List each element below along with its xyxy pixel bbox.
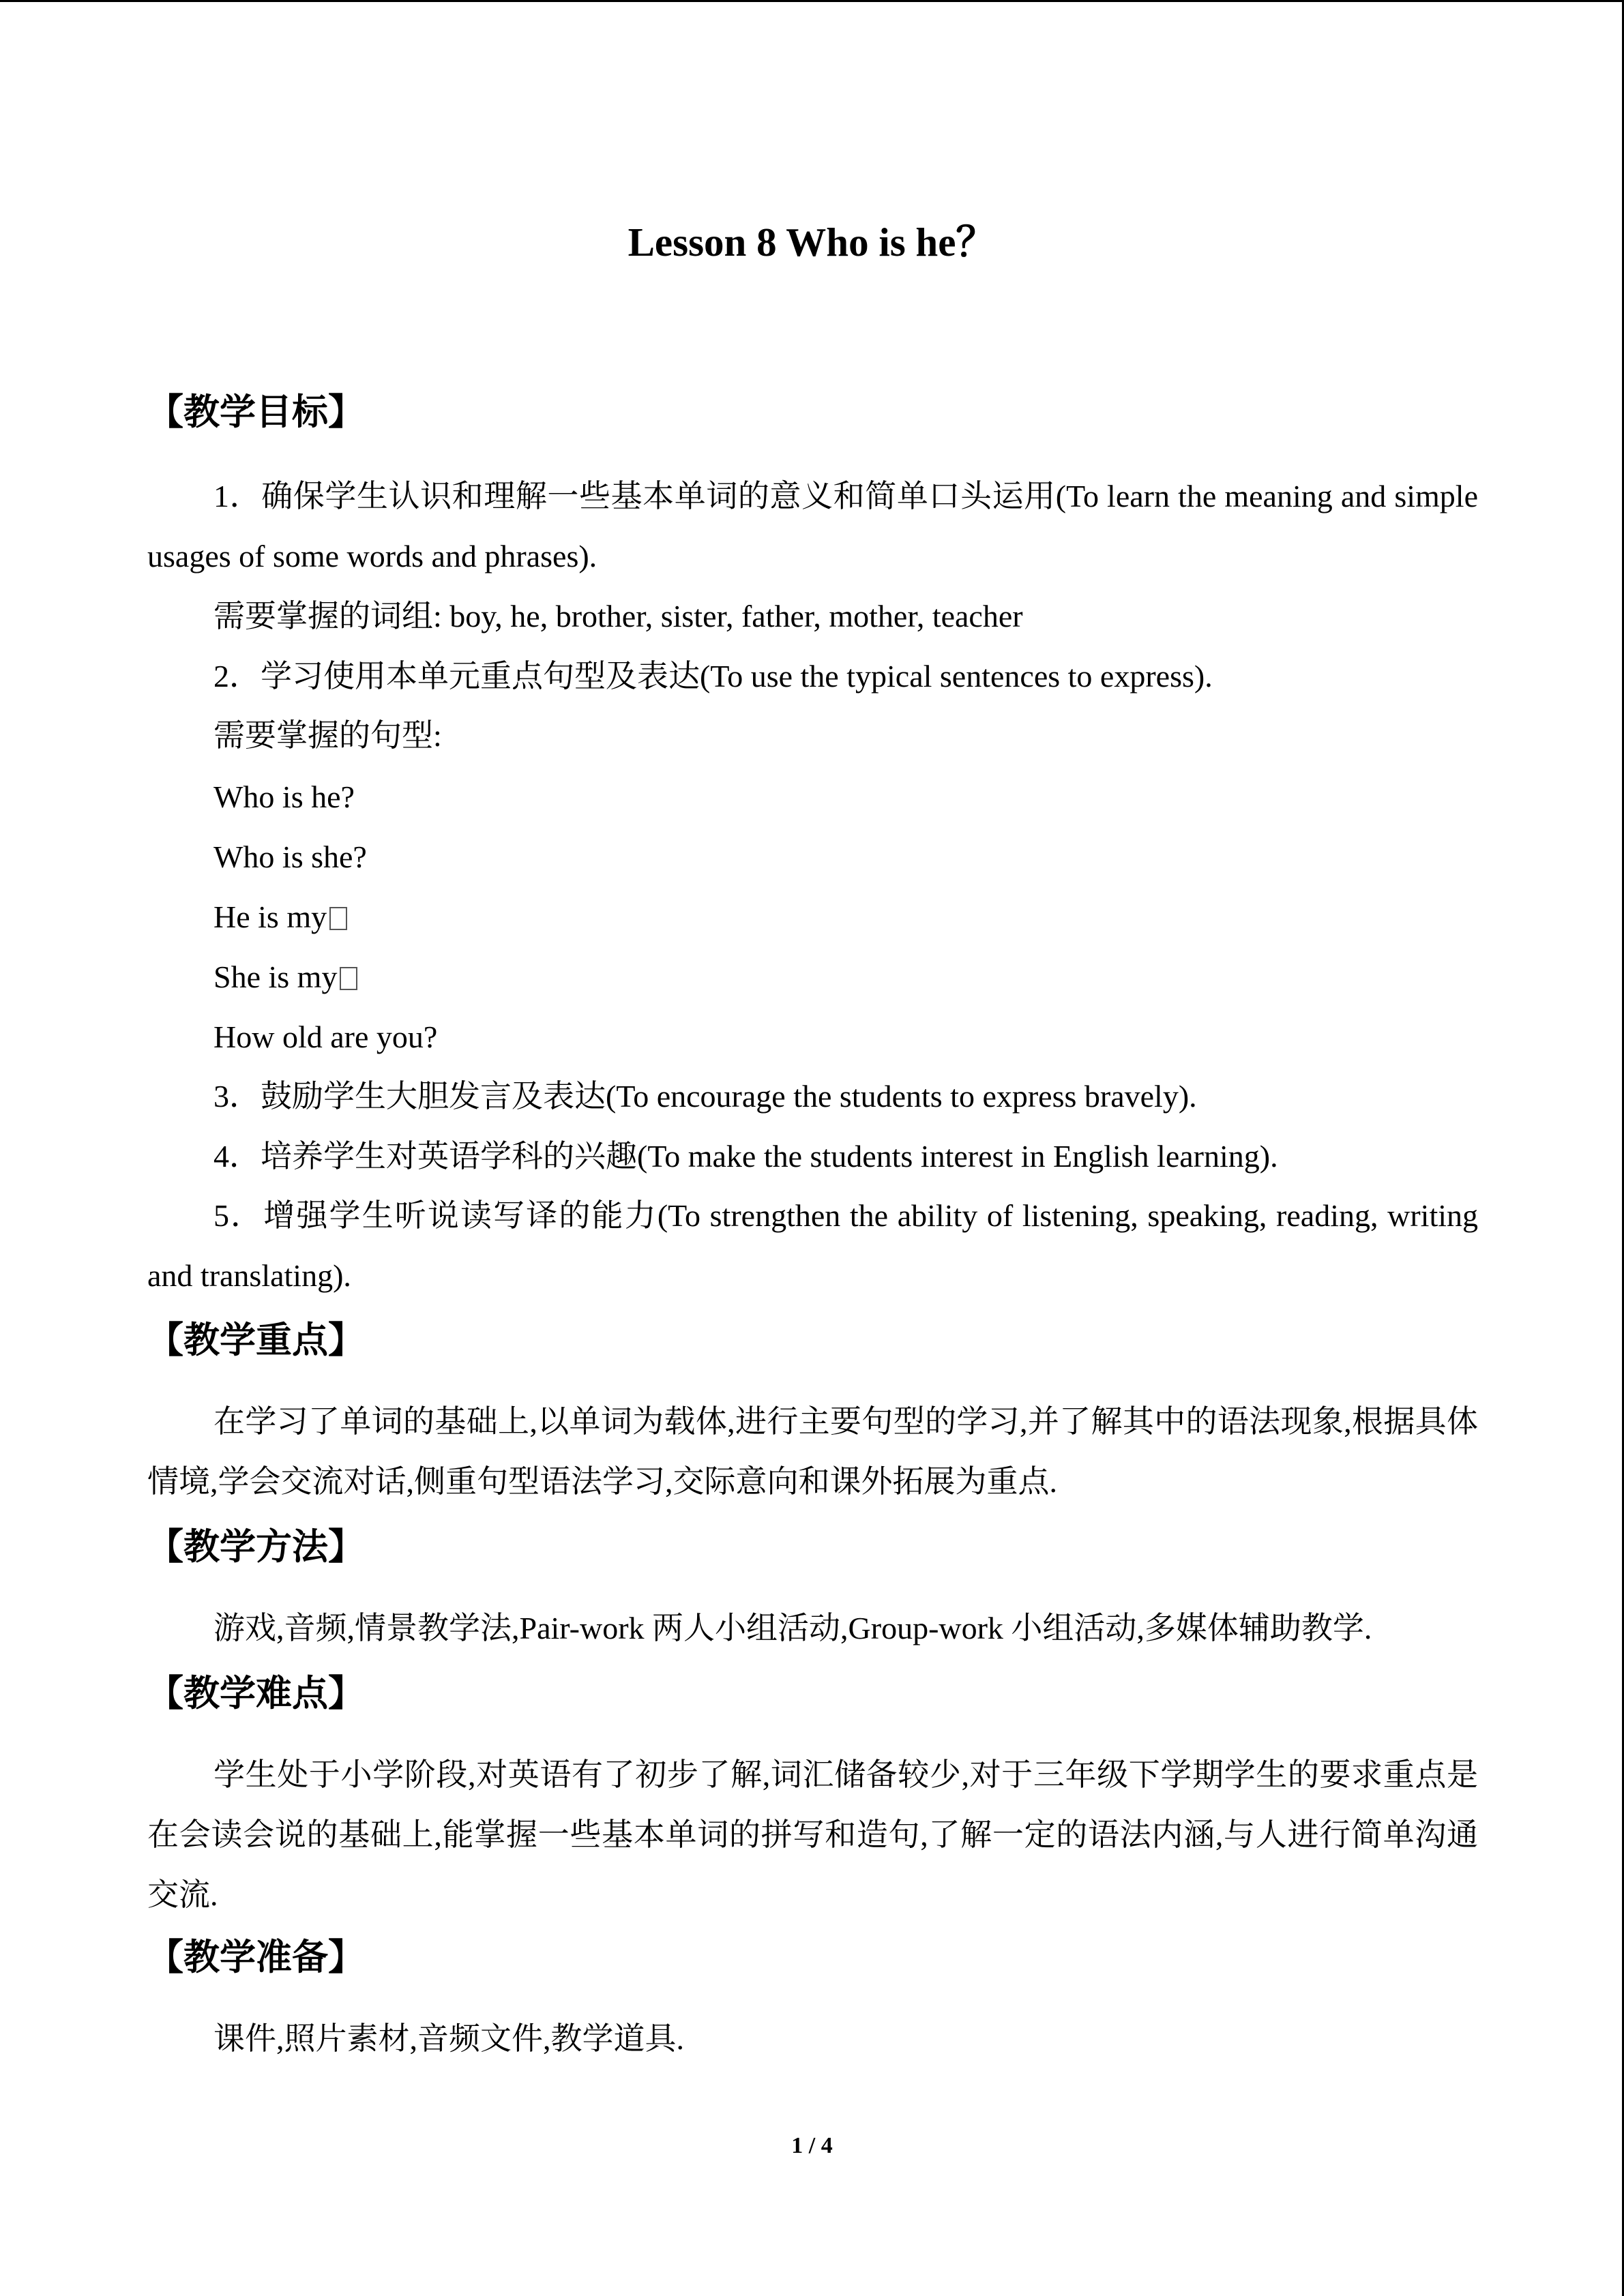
sentence-3	[213, 897, 347, 938]
objective-item-5: 5．增强学生听说读写译的能力(To strengthen the ability of listening, speaking, reading, writing and translating).	[147, 1198, 1478, 1293]
sentences-label: 需要掌握的句型:	[213, 718, 442, 753]
difficulties-text: 学生处于小学阶段,对英语有了初步了解,词汇储备较少,对于三年级下学期学生的要求重点是在会读会说的基础上,能掌握一些基本单词的拼写和造句,了解一定的语法内涵,与人进行简单沟通交流.	[147, 1757, 1478, 1912]
sentence-5: How old are you?	[213, 1019, 438, 1054]
heading-objectives: 【教学目标】	[147, 391, 364, 433]
preparation-text: 课件,照片素材,音频文件,教学道具.	[213, 2021, 684, 2056]
document-title: Lesson 8 Who is he？	[628, 220, 996, 265]
objective-item-3: 3．鼓励学生大胆发言及表达(To encourage the students to express bravely).	[213, 1079, 1197, 1114]
heading-preparation: 【教学准备】	[147, 1937, 364, 1978]
key-points-text: 在学习了单词的基础上,以单词为载体,进行主要句型的学习,并了解其中的语法现象,根据具体情境,学会交流对话,侧重句型语法学习,交际意向和课外拓展为重点.	[147, 1404, 1478, 1499]
sentence-3-text: He is my	[213, 899, 327, 934]
sentence-2: Who is she?	[213, 839, 367, 874]
objective-item-4: 4．培养学生对英语学科的兴趣(To make the students interest in English learning).	[213, 1139, 1278, 1174]
sentence-4-text: She is my	[213, 959, 338, 994]
sentence-4	[213, 957, 357, 998]
words-line: 需要掌握的词组: boy, he, brother, sister, father, mother, teacher	[213, 599, 1023, 633]
placeholder-box	[340, 967, 357, 990]
heading-difficulties: 【教学难点】	[147, 1673, 364, 1714]
objective-item-2: 2．学习使用本单元重点句型及表达(To use the typical sentences to express).	[213, 659, 1213, 694]
methods-text: 游戏,音频,情景教学法,Pair-work 两人小组活动,Group-work 小组活动,多媒体辅助教学.	[213, 1611, 1372, 1645]
heading-key-points: 【教学重点】	[147, 1320, 364, 1361]
page-number: 1 / 4	[791, 2133, 833, 2158]
objective-item-1: 1．确保学生认识和理解一些基本单词的意义和简单口头运用(To learn the meaning and simple usages of some words and phrases).	[147, 479, 1478, 573]
sentence-1: Who is he?	[213, 779, 355, 814]
placeholder-box	[329, 907, 347, 930]
heading-methods: 【教学方法】	[147, 1526, 364, 1568]
